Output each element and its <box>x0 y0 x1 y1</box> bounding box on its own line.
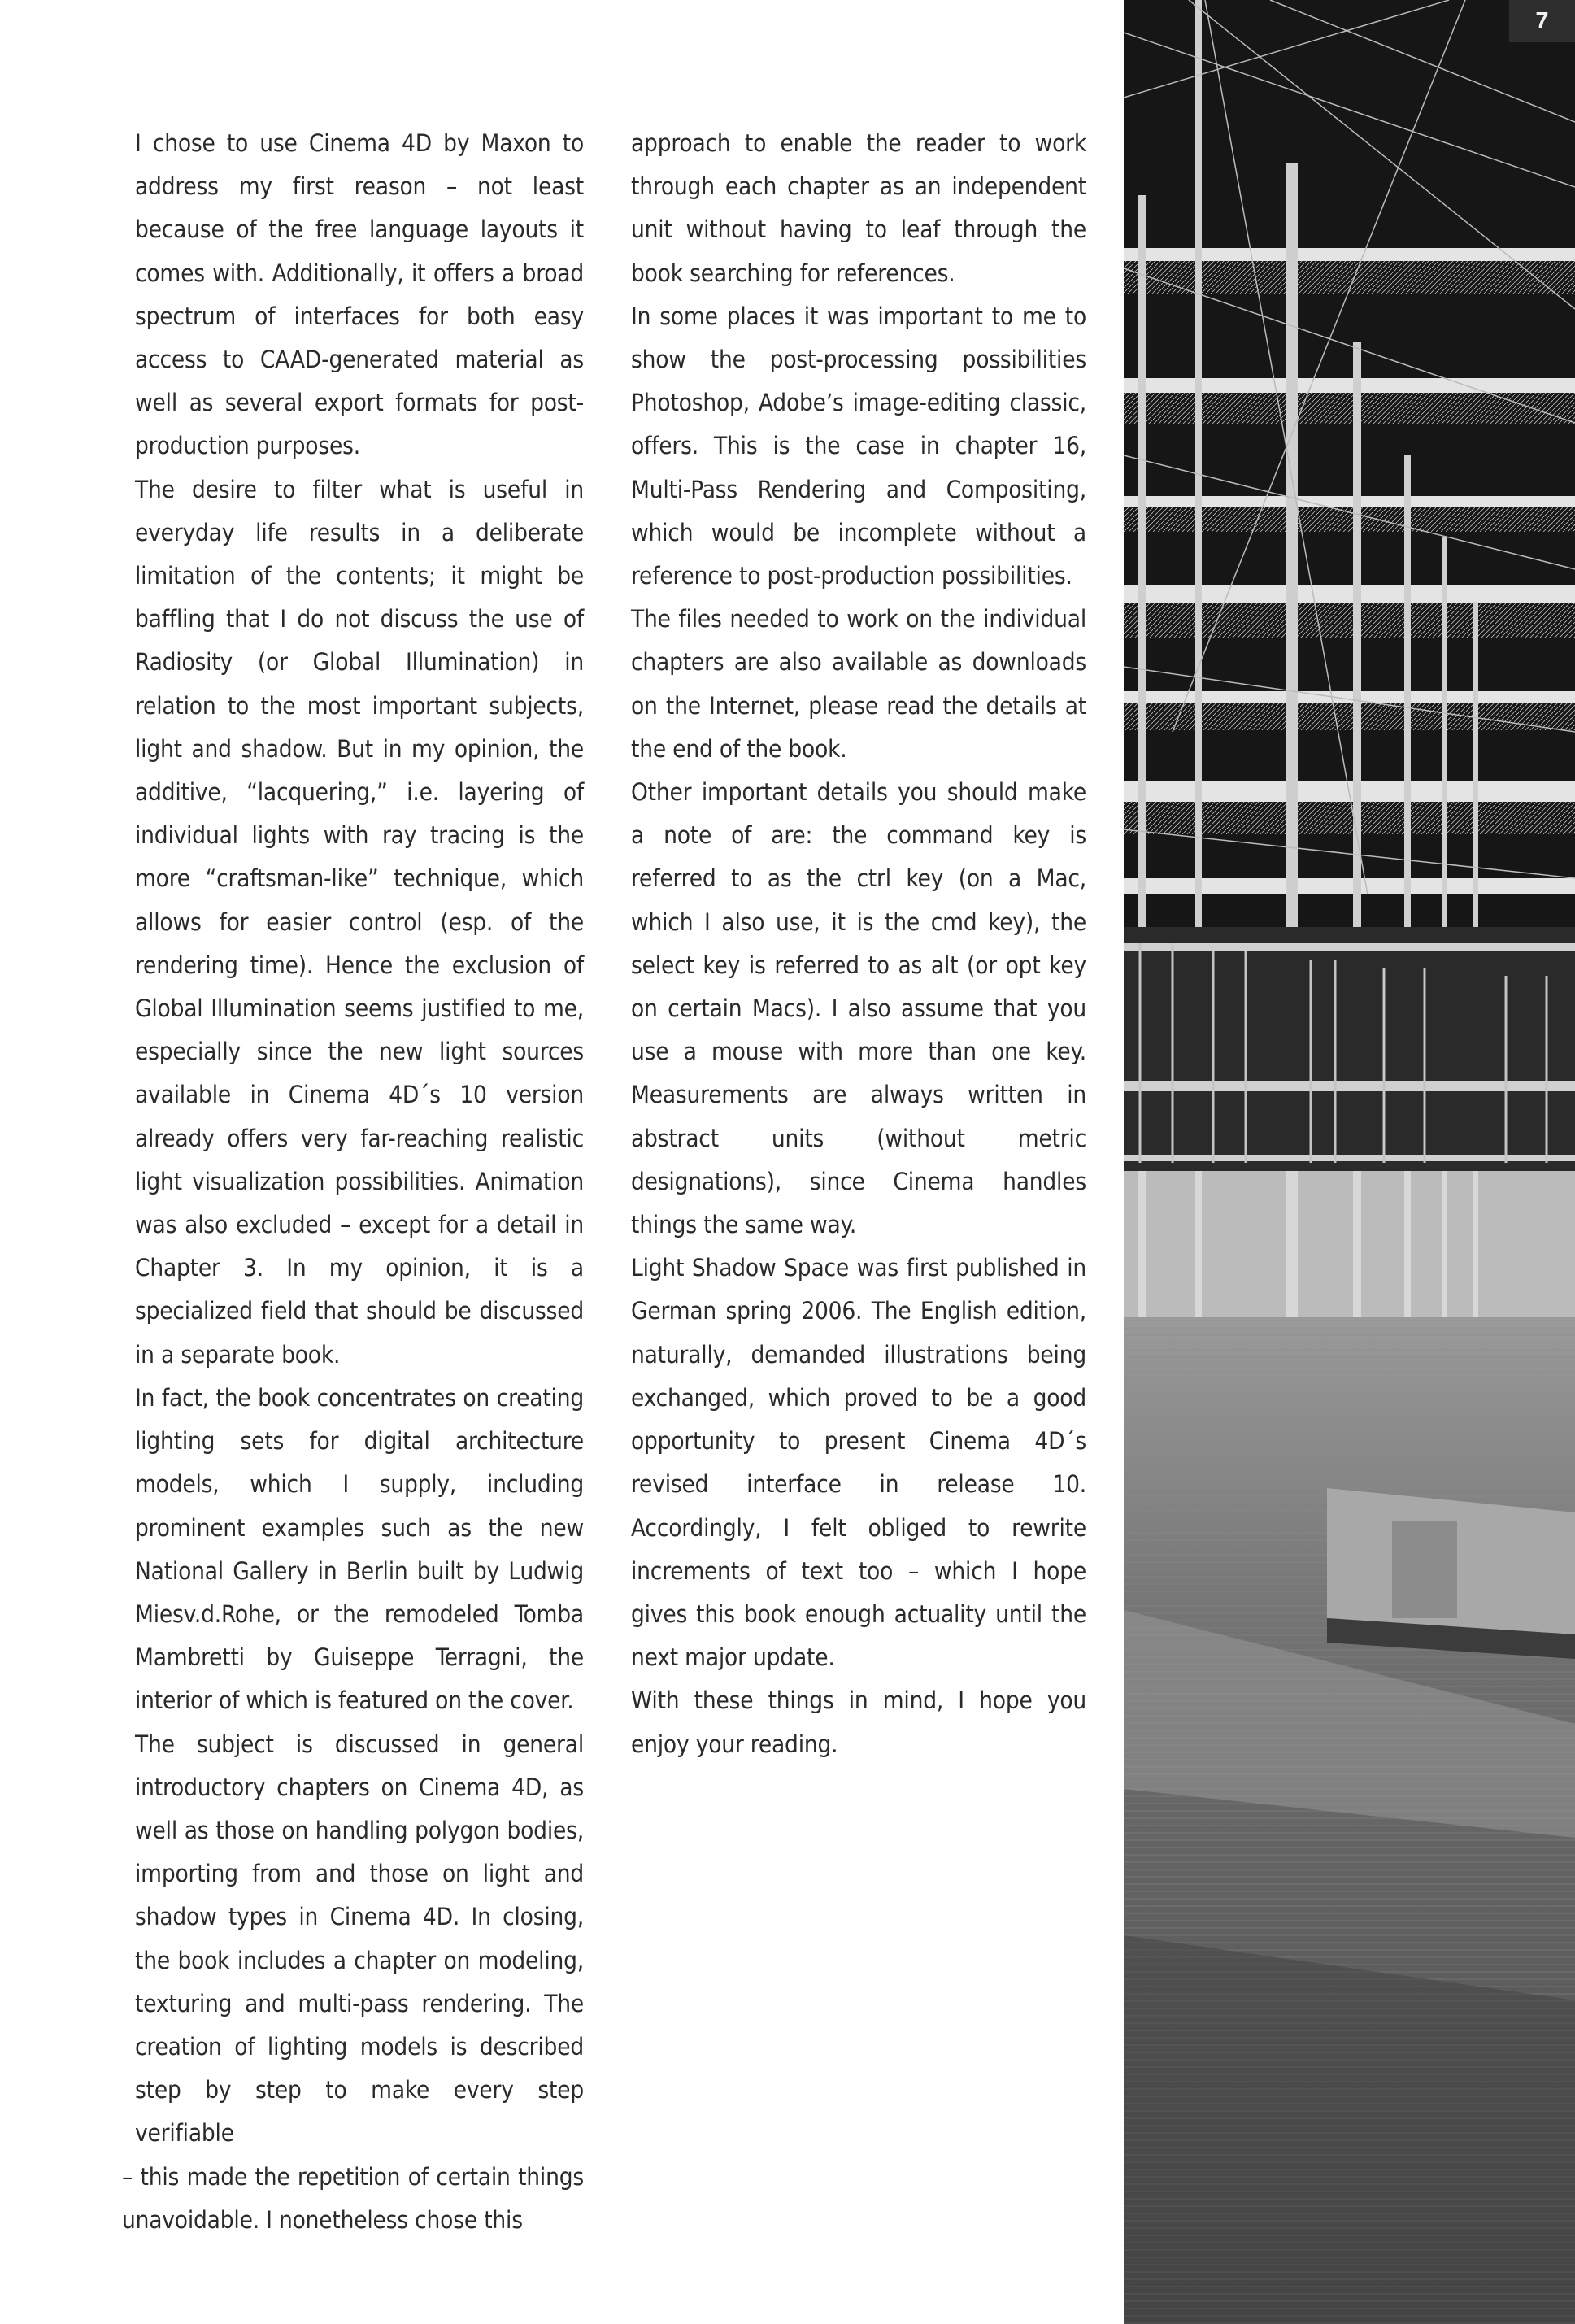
paragraph: In fact, the book concentrates on creating lighting sets for digital architecture models, which I supply, including prominent examples such as the new National Gallery in Berlin built by Ludwig Miesv.d.Rohe, or the remodeled Tomba Mambretti by Guiseppe Terragni, the interior of which is featured on the cover. <box>135 1383 584 1715</box>
paragraph: The files needed to work on the individual chapters are also available as downloads on the Internet, please read the details at the end of the book. <box>631 605 1086 763</box>
architectural-render-image <box>1124 0 1575 2324</box>
paragraph: In some places it was important to me to show the post-processing possibilities Photoshop, Adobe’s image-editing classic, offers. This is the case in chapter 16, Multi-Pass Rendering and Compositing, which would be incomplete without a reference to post-production possibilities. <box>631 302 1086 590</box>
text-column-left <box>122 122 584 2242</box>
paragraph: approach to enable the reader to work through each chapter as an independent unit without having to leaf through the book searching for references. <box>631 129 1086 287</box>
paragraph: Light Shadow Space was first published in German spring 2006. The English edition, naturally, demanded illustrations being exchanged, which proved to be a good opportunity to present Cinema 4D´s revised interface in release 10. Accordingly, I felt obliged to rewrite increments of text too – which I hope gives this book enough actuality until the next major update. <box>631 1254 1086 1672</box>
paragraph: Other important details you should make a note of are: the command key is referred to as the ctrl key (on a Mac, which I also use, it is the cmd key), the select key is referred to as alt (or opt key on certain Macs). I also assume that you use a mouse with more than one key. Measurements are always written in abstract units (without metric designations), since Cinema handles things the same way. <box>631 778 1086 1239</box>
paragraph: The desire to filter what is useful in everyday life results in a deliberate limitation of the contents; it might be baffling that I do not discuss the use of Radiosity (or Global Illumination) in relation to the most important subjects, light and shadow. But in my opinion, the additive, “lacquering,” i.e. layering of individual lights with ray tracing is the more “craftsman-like” technique, which allows for easier control (esp. of the rendering time). Hence the exclusion of Global Illumination seems justified to me, especially since the new light sources available in Cinema 4D´s 10 version already offers very far-reaching realistic light visualization possibilities. Animation was also excluded – except for a detail in Chapter 3. In my opinion, it is a specialized field that should be discussed in a separate book. <box>135 475 584 1369</box>
paragraph: I chose to use Cinema 4D by Maxon to address my first reason – not least because of the free language layouts it comes with. Additionally, it offers a broad spectrum of interfaces for both easy access to CAAD-generated material as well as several export formats for post-production purposes. <box>135 129 584 460</box>
paragraph: With these things in mind, I hope you enjoy your reading. <box>631 1686 1086 1758</box>
paragraph: The subject is discussed in general introductory chapters on Cinema 4D, as well as those on handling polygon bodies, importing from and those on light and shadow types in Cinema 4D. In closing, the book includes a chapter on modeling, texturing and multi-pass rendering. The creation of lighting models is described step by step to make every step verifiable <box>135 1730 584 2148</box>
text-column-right <box>631 122 1086 1766</box>
paragraph: – this made the repetition of certain things unavoidable. I nonetheless chose this <box>122 2162 584 2234</box>
page-number: 7 <box>1509 0 1575 42</box>
